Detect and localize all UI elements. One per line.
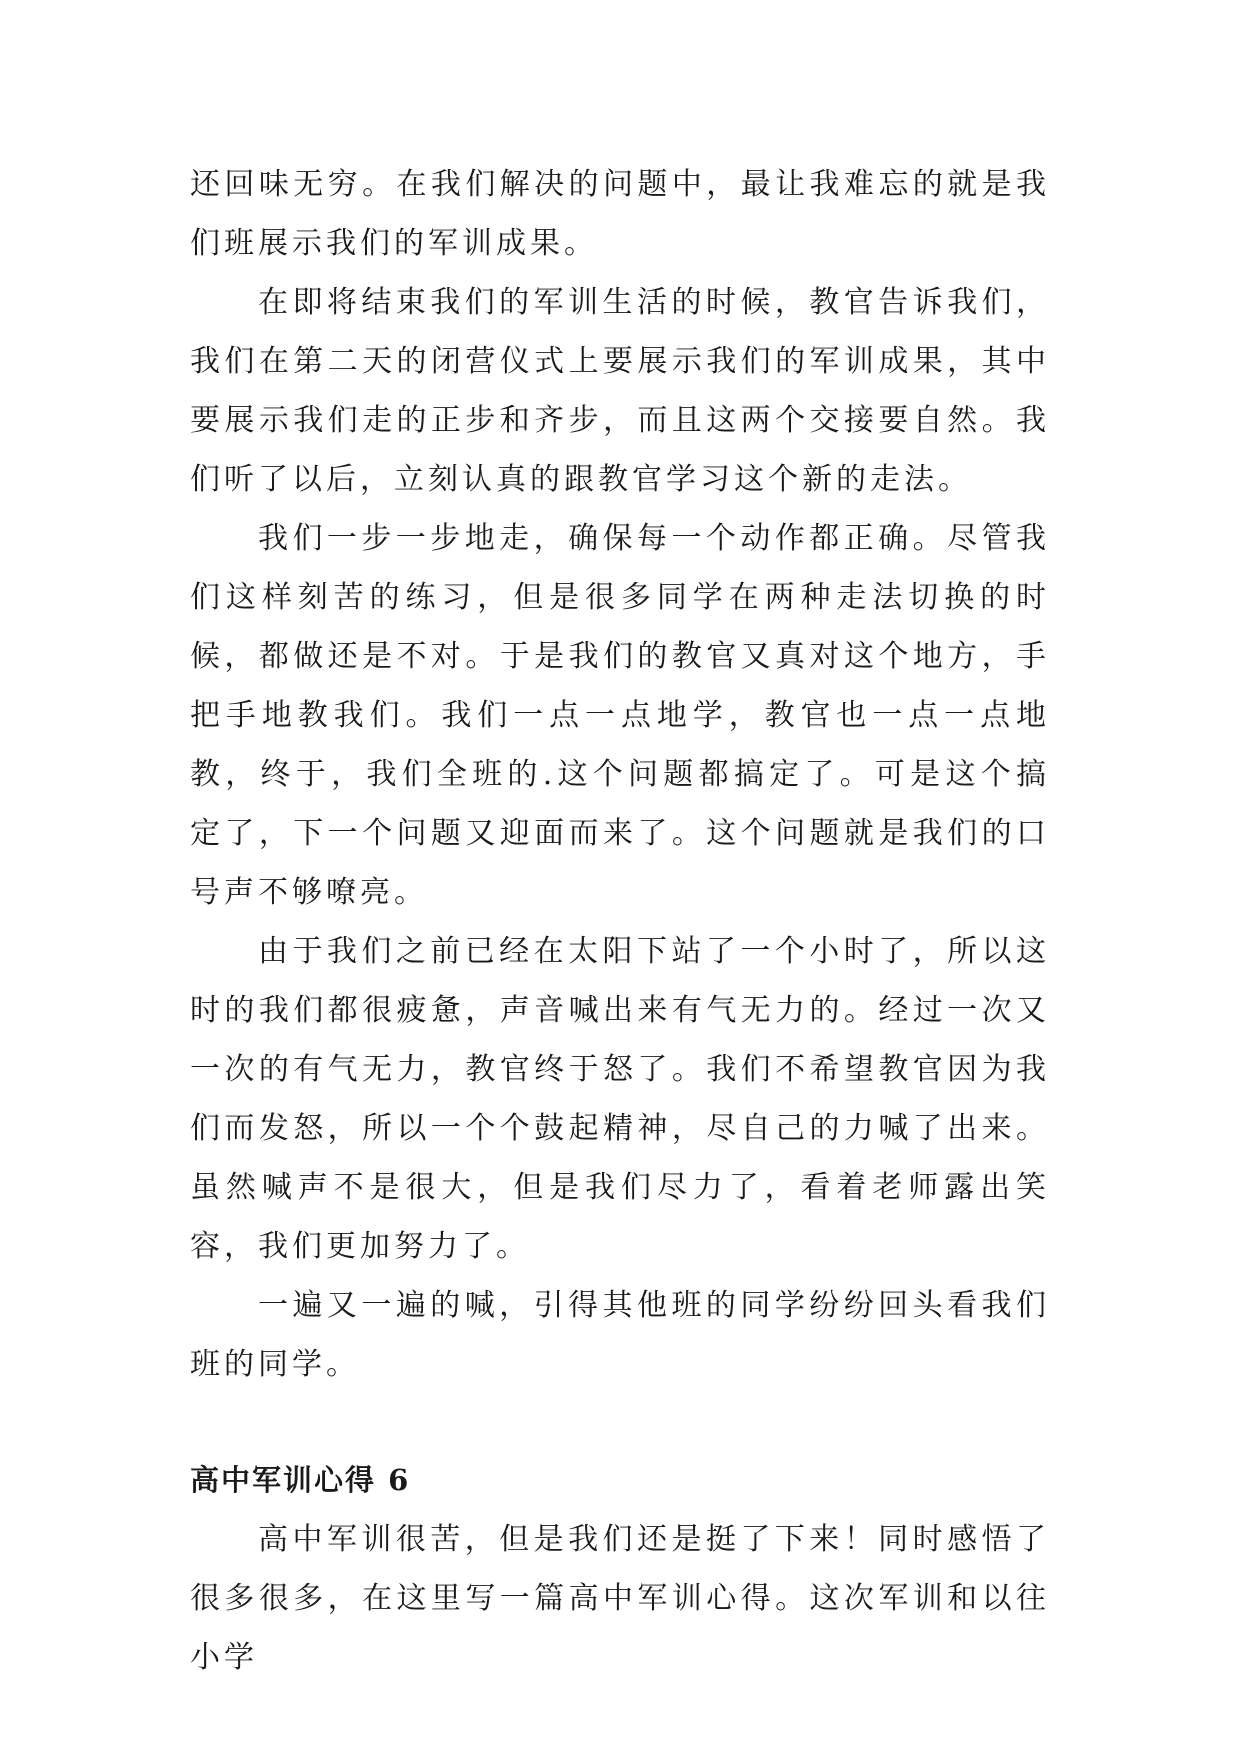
section-title: 高中军训心得 6 xyxy=(190,1463,411,1497)
paragraph-section-intro: 高中军训很苦，但是我们还是挺了下来！同时感悟了很多很多，在这里写一篇高中军训心得。这次军训和以往小学 xyxy=(190,1522,1050,1675)
paragraph-closing-ceremony: 在即将结束我们的军训生活的时候，教官告诉我们，我们在第二天的闭营仪式上要展示我们的军训成果，其中要展示我们走的正步和齐步，而且这两个交接要自然。我们听了以后，立刻认真的跟教官学习这个新的走法。 xyxy=(190,285,1050,497)
document-body xyxy=(190,155,1050,1687)
paragraph-practice: 我们一步一步地走，确保每一个动作都正确。尽管我们这样刻苦的练习，但是很多同学在两种走法切换的时候，都做还是不对。于是我们的教官又真对这个地方，手把手地教我们。我们一点一点地学，教官也一点一点地教，终于，我们全班的.这个问题都搞定了。可是这个搞定了，下一个问题又迎面而来了。这个问题就是我们的口号声不够嘹亮。 xyxy=(190,521,1050,910)
paragraph-shouting: 由于我们之前已经在太阳下站了一个小时了，所以这时的我们都很疲惫，声音喊出来有气无力的。经过一次又一次的有气无力，教官终于怒了。我们不希望教官因为我们而发怒，所以一个个鼓起精神，尽自己的力喊了出来。虽然喊声不是很大，但是我们尽力了，看着老师露出笑容，我们更加努力了。 xyxy=(190,934,1050,1264)
paragraph-continuation: 还回味无穷。在我们解决的问题中，最让我难忘的就是我们班展示我们的军训成果。 xyxy=(190,167,1050,261)
paragraph-other-classes: 一遍又一遍的喊，引得其他班的同学纷纷回头看我们班的同学。 xyxy=(190,1288,1050,1382)
